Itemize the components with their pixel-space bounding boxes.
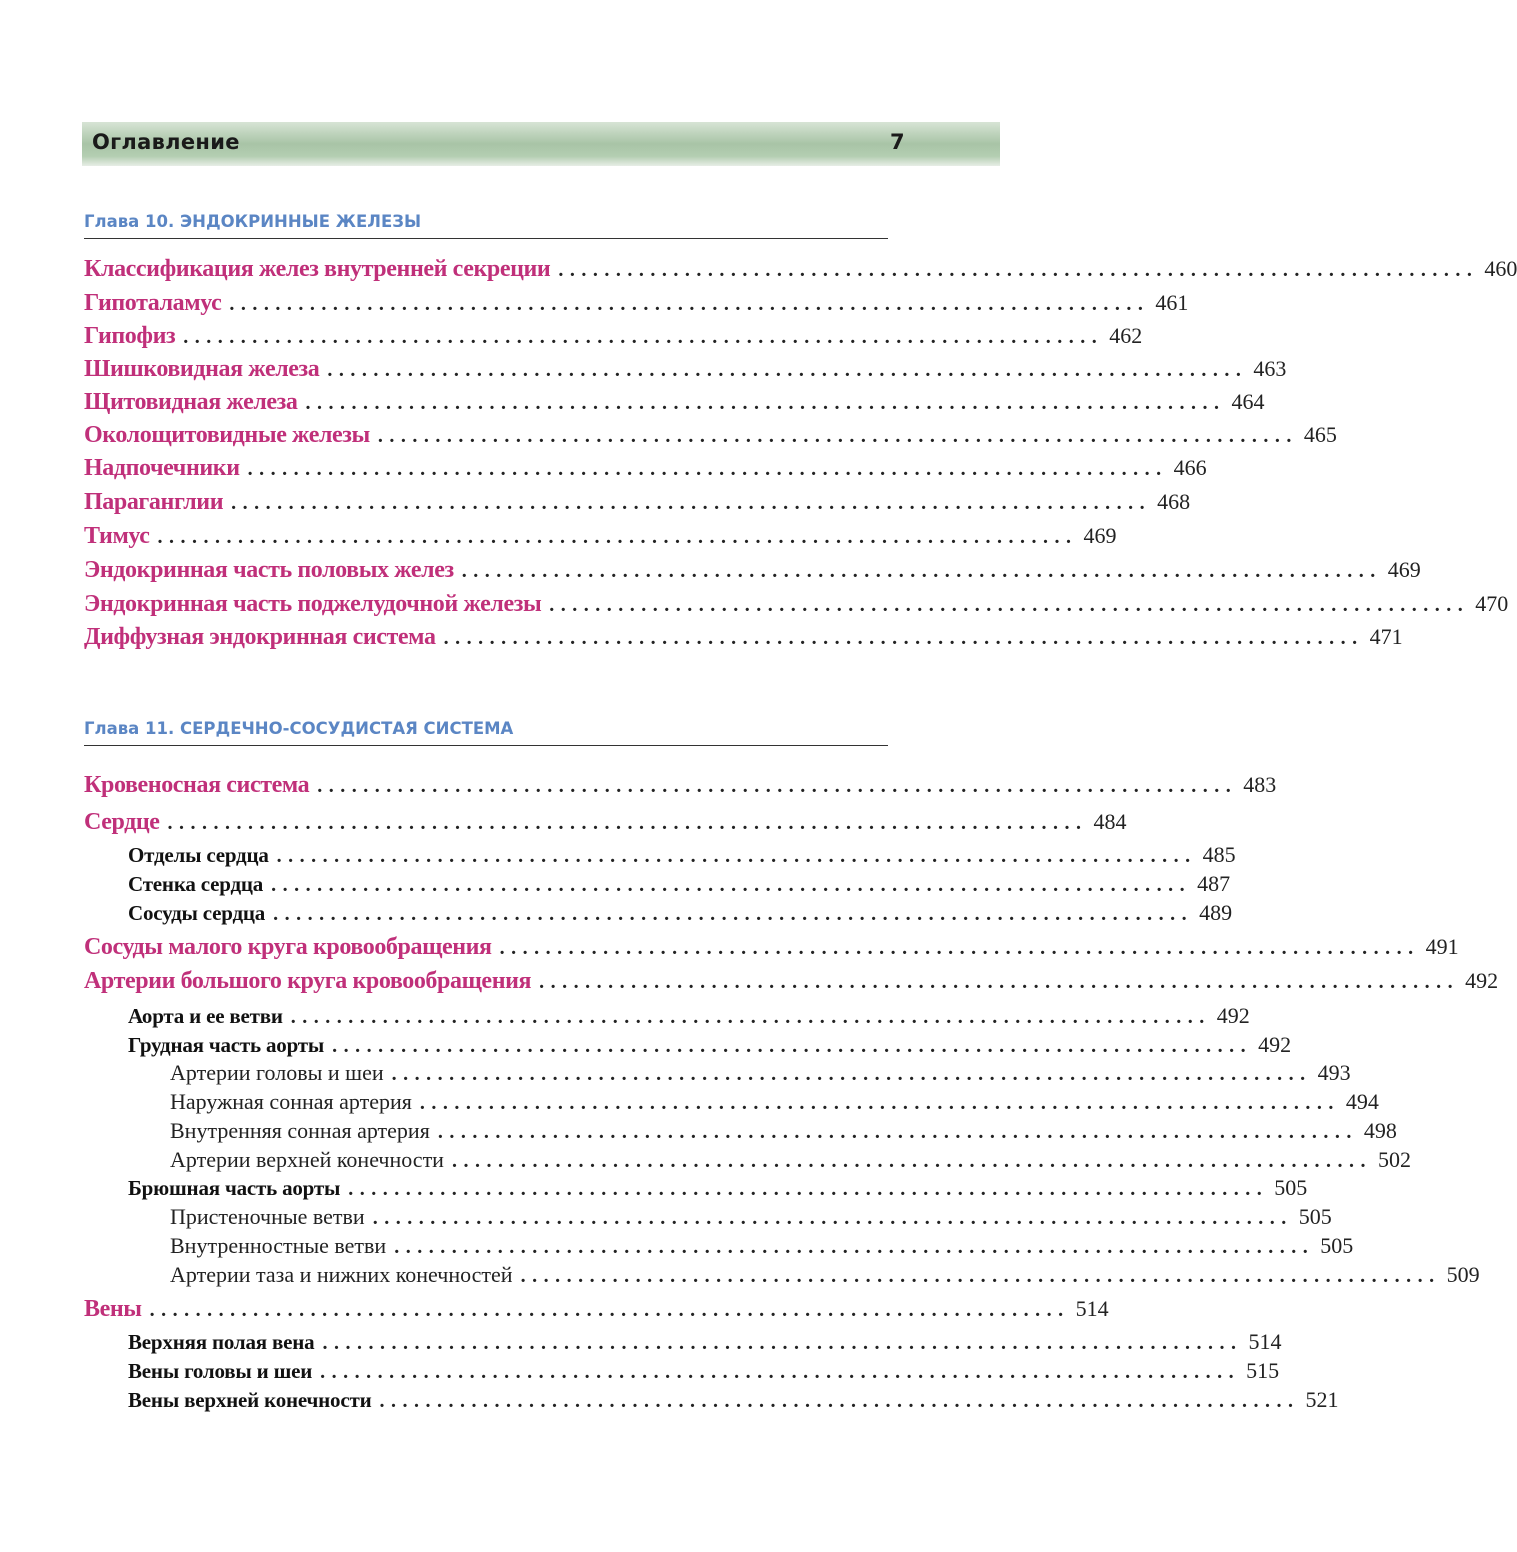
toc-entry-title: Внутренностные ветви: [170, 1233, 387, 1258]
toc-entry-page: 492: [1465, 968, 1499, 993]
toc-entry-page: 521: [1305, 1387, 1339, 1412]
toc-entry-page: 462: [1109, 323, 1143, 348]
dot-leader: ................................................................................: [443, 627, 1364, 649]
toc-entry-title: Артерии таза и нижних конечностей: [170, 1262, 513, 1287]
toc-entry-title: Классификация желез внутренней секреции: [84, 256, 551, 282]
toc-entry-page: 469: [1387, 557, 1421, 582]
dot-leader: ................................................................................: [539, 971, 1460, 993]
dot-leader: ................................................................................: [290, 1006, 1211, 1028]
toc-entry-page: 470: [1475, 591, 1509, 616]
dot-leader: ................................................................................: [499, 937, 1420, 959]
toc-entry-title: Гипофиз: [84, 323, 176, 349]
toc-entry-page: 505: [1298, 1204, 1332, 1229]
toc-entry[interactable]: [84, 455, 1207, 482]
toc-entry-title: Эндокринная часть половых желез: [84, 557, 454, 583]
toc-entry-page: 492: [1258, 1032, 1292, 1057]
dot-leader: ................................................................................: [157, 526, 1078, 548]
toc-entry[interactable]: [128, 1358, 1280, 1384]
dot-leader: ................................................................................: [305, 392, 1226, 414]
toc-entry-title: Артерии верхней конечности: [170, 1147, 444, 1172]
toc-entry[interactable]: [84, 591, 1509, 618]
toc-entry[interactable]: [170, 1089, 1379, 1115]
toc-entry-title: Брюшная часть аорты: [128, 1176, 341, 1200]
toc-entry[interactable]: [84, 1296, 1109, 1323]
dot-leader: ................................................................................: [271, 874, 1192, 896]
toc-entry-title: Вены верхней конечности: [128, 1388, 372, 1412]
toc-entry[interactable]: [128, 871, 1231, 897]
toc-entry-title: Грудная часть аорты: [128, 1033, 325, 1057]
toc-entry-page: 514: [1075, 1296, 1109, 1321]
dot-leader: ................................................................................: [276, 845, 1197, 867]
dot-leader: ................................................................................: [558, 259, 1479, 281]
toc-entry[interactable]: [170, 1204, 1332, 1230]
toc-entry-title: Щитовидная железа: [84, 389, 298, 415]
toc-entry-page: 463: [1253, 356, 1287, 381]
dot-leader: ................................................................................: [419, 1092, 1340, 1114]
toc-entry-page: 509: [1446, 1262, 1480, 1287]
toc-entry-page: 489: [1199, 900, 1233, 925]
toc-entry-title: Эндокринная часть поджелудочной железы: [84, 591, 542, 617]
toc-entry[interactable]: [170, 1118, 1397, 1144]
toc-entry-title: Стенка сердца: [128, 872, 264, 896]
toc-entry-title: Артерии большого круга кровообращения: [84, 968, 532, 994]
dot-leader: ................................................................................: [332, 1035, 1253, 1057]
toc-entry[interactable]: [128, 1003, 1250, 1029]
toc-entry[interactable]: [84, 772, 1277, 799]
dot-leader: ................................................................................: [377, 425, 1298, 447]
toc-entry[interactable]: [84, 557, 1421, 584]
dot-leader: ................................................................................: [231, 492, 1152, 514]
dot-leader: ................................................................................: [327, 359, 1248, 381]
toc-entry[interactable]: [128, 1175, 1308, 1201]
toc-entry-title: Кровеносная система: [84, 772, 310, 798]
toc-entry-title: Сосуды сердца: [128, 901, 266, 925]
toc-entry-title: Внутренняя сонная артерия: [170, 1118, 430, 1143]
dot-leader: ................................................................................: [372, 1207, 1293, 1229]
toc-entry-title: Наружная сонная артерия: [170, 1089, 412, 1114]
toc-entry[interactable]: [84, 624, 1403, 651]
toc-entry-title: Вены головы и шеи: [128, 1359, 313, 1383]
toc-entry[interactable]: [84, 422, 1337, 449]
toc-entry-page: 471: [1369, 624, 1403, 649]
chapter-heading: Глава 10. ЭНДОКРИННЫЕ ЖЕЛЕЗЫ: [84, 212, 888, 239]
page-number: 7: [890, 130, 905, 154]
dot-leader: ................................................................................: [348, 1178, 1269, 1200]
toc-entry-title: Околощитовидные железы: [84, 422, 370, 448]
toc-entry[interactable]: [84, 356, 1287, 383]
toc-entry-title: Гипоталамус: [84, 290, 222, 316]
toc-entry-page: 505: [1320, 1233, 1354, 1258]
dot-leader: ................................................................................: [451, 1150, 1372, 1172]
dot-leader: ................................................................................: [229, 293, 1150, 315]
toc-entry[interactable]: [84, 523, 1117, 550]
chapter-heading: Глава 11. СЕРДЕЧНО-СОСУДИСТАЯ СИСТЕМА: [84, 719, 888, 746]
toc-entry-page: 493: [1317, 1060, 1351, 1085]
toc-entry-page: 484: [1093, 809, 1127, 834]
toc-entry-page: 502: [1377, 1147, 1411, 1172]
dot-leader: ................................................................................: [273, 903, 1194, 925]
toc-entry-title: Диффузная эндокринная система: [84, 624, 436, 650]
toc-entry[interactable]: [84, 389, 1265, 416]
dot-leader: ................................................................................: [320, 1361, 1241, 1383]
toc-entry[interactable]: [84, 968, 1499, 995]
toc-entry[interactable]: [84, 323, 1143, 350]
toc-entry-page: 465: [1303, 422, 1337, 447]
toc-entry[interactable]: [84, 290, 1189, 317]
toc-entry-title: Сердце: [84, 809, 160, 835]
toc-entry[interactable]: [84, 489, 1191, 516]
toc-entry[interactable]: [128, 1387, 1339, 1413]
toc-entry[interactable]: [170, 1233, 1354, 1259]
toc-entry[interactable]: [84, 809, 1127, 836]
toc-entry[interactable]: [128, 842, 1236, 868]
running-header-title: Оглавление: [92, 130, 240, 154]
dot-leader: ................................................................................: [379, 1390, 1300, 1412]
dot-leader: ................................................................................: [183, 326, 1104, 348]
dot-leader: ................................................................................: [549, 594, 1470, 616]
toc-entry-title: Верхняя полая вена: [128, 1330, 315, 1354]
toc-entry-page: 494: [1345, 1089, 1379, 1114]
toc-entry-page: 487: [1197, 871, 1231, 896]
toc-entry-page: 469: [1083, 523, 1117, 548]
toc-entry-title: Аорта и ее ветви: [128, 1004, 283, 1028]
dot-leader: ................................................................................: [437, 1121, 1358, 1143]
toc-entry-title: Тимус: [84, 523, 150, 549]
toc-entry[interactable]: [170, 1262, 1480, 1288]
toc-entry-page: 461: [1155, 290, 1189, 315]
dot-leader: ................................................................................: [247, 458, 1168, 480]
toc-entry[interactable]: [170, 1147, 1411, 1173]
toc-entry-title: Шишковидная железа: [84, 356, 320, 382]
toc-entry-page: 505: [1274, 1175, 1308, 1200]
toc-entry-page: 491: [1425, 934, 1459, 959]
toc-entry[interactable]: [84, 934, 1459, 961]
toc-entry-title: Отделы сердца: [128, 843, 269, 867]
toc-entry[interactable]: [84, 256, 1517, 283]
toc-entry-page: 466: [1173, 455, 1207, 480]
toc-entry-page: 485: [1202, 842, 1236, 867]
toc-entry[interactable]: [170, 1060, 1351, 1086]
dot-leader: ................................................................................: [167, 812, 1088, 834]
toc-entry-title: Параганглии: [84, 489, 224, 515]
dot-leader: ................................................................................: [520, 1265, 1441, 1287]
dot-leader: ................................................................................: [394, 1236, 1315, 1258]
toc-entry-page: 460: [1484, 256, 1517, 281]
toc-entry-page: 498: [1363, 1118, 1397, 1143]
dot-leader: ................................................................................: [322, 1332, 1243, 1354]
toc-entry-title: Вены: [84, 1296, 142, 1322]
dot-leader: ................................................................................: [391, 1063, 1312, 1085]
toc-entry-page: 483: [1243, 772, 1277, 797]
toc-entry-title: Пристеночные ветви: [170, 1204, 365, 1229]
dot-leader: ................................................................................: [149, 1299, 1070, 1321]
toc-entry-page: 514: [1248, 1329, 1282, 1354]
toc-entry-page: 492: [1216, 1003, 1250, 1028]
toc-entry[interactable]: [128, 1032, 1292, 1058]
toc-entry-page: 468: [1157, 489, 1191, 514]
toc-entry-page: 464: [1231, 389, 1265, 414]
dot-leader: ................................................................................: [461, 560, 1382, 582]
toc-entry[interactable]: [128, 1329, 1282, 1355]
toc-entry-page: 515: [1246, 1358, 1280, 1383]
dot-leader: ................................................................................: [317, 775, 1238, 797]
toc-entry-title: Надпочечники: [84, 455, 240, 481]
toc-entry[interactable]: [128, 900, 1233, 926]
toc-entry-title: Артерии головы и шеи: [170, 1060, 384, 1085]
toc-entry-title: Сосуды малого круга кровообращения: [84, 934, 492, 960]
